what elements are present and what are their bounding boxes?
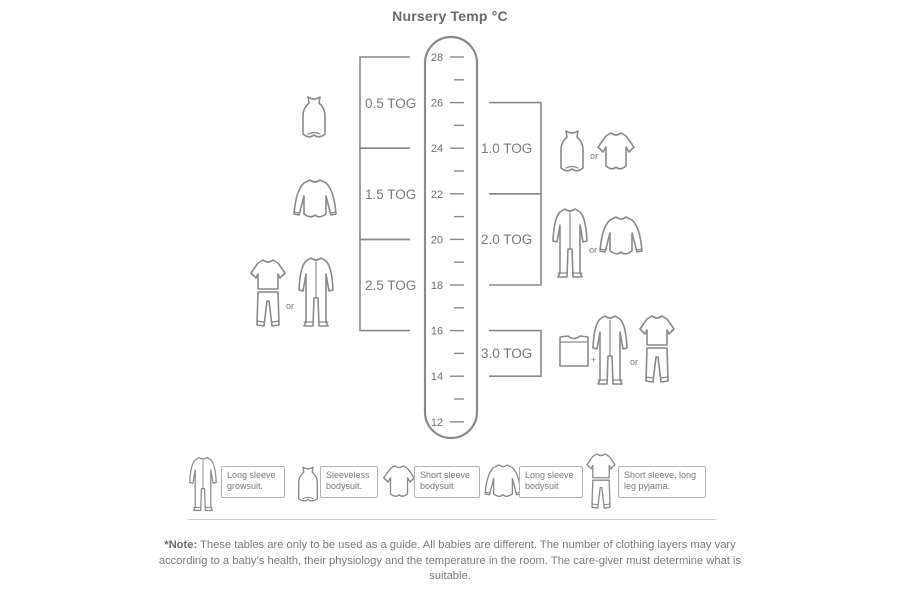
legend-pyjama-icon [587,454,615,508]
long-sleeve-growsuit-icon [553,209,587,277]
sleeveless-bodysuit-icon [561,131,583,171]
long-sleeve-bodysuit-icon [294,180,336,217]
legend-longsleeve-icon [485,465,521,496]
or-connector: or [589,245,598,255]
legend-shortsleeve-icon [384,466,415,496]
tick-label: 16 [430,325,444,338]
sleeveless-bodysuit-icon [303,97,325,137]
short-sleeve-pyjama-icon [251,260,285,326]
long-sleeve-growsuit-icon [593,316,627,384]
note-lead: *Note: [164,539,198,551]
legend-sleeveless-icon [299,467,318,501]
tick-label: 18 [430,280,444,292]
divider [187,519,717,520]
vest-icon [560,336,588,366]
long-sleeve-bodysuit-icon [600,217,642,254]
tick-label: 22 [430,188,444,201]
chart-title: Nursery Temp °C [392,8,508,24]
short-sleeve-pyjama-icon [640,316,674,382]
tick-label: 12 [430,416,444,429]
tog-label-right: 1.0 TOG [481,141,533,157]
tog-label-left: 1.5 TOG [365,186,417,202]
tick-label: 28 [430,52,444,64]
or-connector: or [630,357,639,367]
tog-label-left: 0.5 TOG [365,95,417,111]
long-sleeve-growsuit-icon [299,258,333,326]
tick-label: 14 [430,371,444,384]
tick-label: 24 [430,143,444,156]
legend-item-longsleeve: Long sleeve bodysuit [519,466,583,498]
short-sleeve-bodysuit-icon [598,133,634,169]
legend-growsuit-icon [190,457,217,510]
tick-label: 26 [430,97,444,110]
plus-connector: + [591,355,597,365]
tog-label-right: 3.0 TOG [481,346,533,362]
tick-label: 20 [430,234,444,247]
or-connector: or [590,151,599,161]
disclaimer-note [150,538,750,585]
note-text: These tables are only to be used as a guide. All babies are different. The number of clothing layers may vary according to a baby’s health, their physiology and the temperature in the room. The care-giver must determine what is suitable. [158,539,742,582]
legend-item-growsuit: Long sleeve growsuit. [221,466,285,498]
tog-label-right: 2.0 TOG [481,232,533,248]
tog-label-left: 2.5 TOG [365,278,417,293]
legend-item-sleeveless: Sleeveless bodysuit. [320,466,378,498]
legend-item-pyjama: Short sleeve, long leg pyjama. [618,466,706,498]
legend-item-shortsleeve: Short sleeve bodysuit [414,466,480,498]
or-connector: or [286,301,295,311]
